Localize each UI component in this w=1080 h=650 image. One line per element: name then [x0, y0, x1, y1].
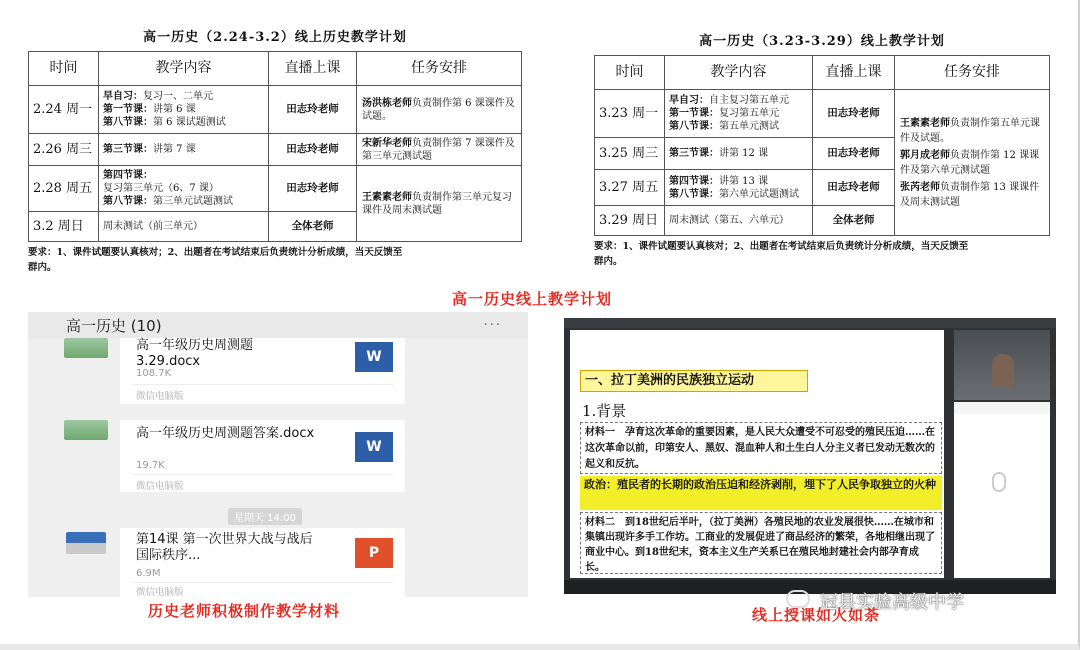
- chat-header: [28, 312, 528, 338]
- file-source: 微信电脑版: [136, 481, 184, 492]
- chat-title: 高一历史 (10): [66, 316, 162, 335]
- lesson-slide: [570, 330, 944, 578]
- table-row: [29, 86, 522, 134]
- row-date: 3.25 周三: [595, 138, 665, 170]
- row-date: 3.23 周一: [595, 90, 665, 138]
- row-task: 王素素老师负责制作第五单元课件及试题。 郭月成老师负责制作第 12 课课件及第六单元测试题 张芮老师负责制作第 13 课课件及周末测试题: [895, 90, 1050, 236]
- table-header-row: [595, 56, 1050, 90]
- row-content: 周末测试（前三单元）: [99, 212, 269, 242]
- row-teacher: 田志玲老师: [269, 86, 357, 134]
- row-date: 2.26 周三: [29, 134, 99, 166]
- right-requirement: 要求：1、课件试题要认真核对；2、出题者在考试结束后负责统计分析成绩，当天反馈至 群内。: [594, 241, 969, 267]
- header-content: 教学内容: [99, 52, 269, 86]
- table-row: [595, 90, 1050, 138]
- watermark: 冠县实验高级中学: [820, 592, 964, 613]
- slide-heading: 一、拉丁美洲的民族独立运动: [580, 370, 808, 392]
- left-requirement: 要求：1、课件试题要认真核对；2、出题者在考试结束后负责统计分析成绩，当天反馈至 群内。: [28, 247, 403, 273]
- row-content: 第四节课：讲第 13 课 第八节课：第六单元试题测试: [665, 170, 813, 206]
- avatar: [64, 420, 108, 440]
- live-bottom-toolbar: [564, 580, 1056, 594]
- microphone-icon: [992, 472, 1006, 492]
- header-time: 时间: [595, 56, 665, 90]
- file-message[interactable]: [120, 528, 405, 597]
- right-plan-title: 高一历史（3.23-3.29）线上教学计划: [699, 34, 945, 49]
- avatar: [66, 532, 106, 554]
- header-live: 直播上课: [269, 52, 357, 86]
- table-row: [29, 166, 522, 212]
- left-caption: 历史老师积极制作教学材料: [148, 602, 341, 620]
- avatar: [64, 338, 108, 358]
- live-class-window: [564, 318, 1056, 594]
- row-date: 3.29 周日: [595, 206, 665, 236]
- row-content: 早自习：复习一、二单元 第一节课：讲第 6 课 第八节课：第 6 课试题测试: [99, 86, 269, 134]
- live-toolbar: [564, 318, 1056, 328]
- table-row: [29, 134, 522, 166]
- slide-material-1: 材料一 孕育这次革命的重要因素，是人民大众遭受不可忍受的殖民压迫……在这次革命以前，印第安人、黑奴、混血种人和土生白人分主义者已发动无数次的起义和反抗。: [580, 422, 942, 474]
- wechat-group-panel: [28, 312, 528, 597]
- right-caption: 线上授课如火如荼: [752, 606, 881, 624]
- row-task: 汤洪栋老师负责制作第 6 课课件及试题。: [357, 86, 522, 134]
- chat-timestamp: 星期天 14:00: [228, 508, 302, 525]
- row-date: 2.28 周五: [29, 166, 99, 212]
- right-plan-table: [594, 55, 1050, 236]
- file-source: 微信电脑版: [136, 391, 184, 402]
- left-plan: [28, 26, 522, 275]
- row-task: 宋新华老师负责制作第 7 课课件及第三单元测试题: [357, 134, 522, 166]
- header-time: 时间: [29, 52, 99, 86]
- wechat-icon: [786, 590, 810, 608]
- left-plan-table: [28, 51, 522, 242]
- table-header-row: [29, 52, 522, 86]
- file-size: 108.7K: [136, 368, 172, 379]
- center-caption: 高一历史线上教学计划: [452, 290, 613, 308]
- row-teacher: 全体老师: [269, 212, 357, 242]
- slide-highlight: 政治：殖民者的长期的政治压迫和经济剥削，埋下了人民争取独立的火种: [580, 476, 942, 510]
- row-content: 周末测试（第五、六单元）: [665, 206, 813, 236]
- file-size: 6.9M: [136, 568, 161, 579]
- row-content: 第三节课：讲第 7 课: [99, 134, 269, 166]
- slide-material-2: 材料二 到18世纪后半叶，（拉丁美洲）各殖民地的农业发展很快……在城市和集镇出现许多手工作坊。工商业的发展促进了商品经济的繁荣，各地相继出现了商业中心。到18世纪末，资本主义生产关系已在殖民地封建社会内部孕育成长。: [580, 512, 942, 574]
- file-name: 高一年级历史周测题3.29.docx: [136, 338, 254, 369]
- row-teacher: 田志玲老师: [269, 134, 357, 166]
- ppt-file-icon: P: [355, 538, 393, 568]
- word-file-icon: W: [355, 342, 393, 372]
- file-name: 高一年级历史周测题答案.docx: [136, 426, 315, 441]
- row-teacher: 全体老师: [813, 206, 895, 236]
- row-teacher: 田志玲老师: [269, 166, 357, 212]
- teacher-video: [954, 330, 1050, 400]
- row-task: 王素素老师负责制作第三单元复习课件及周末测试题: [357, 166, 522, 242]
- more-icon[interactable]: ···: [483, 317, 502, 333]
- file-name: 第14课 第一次世界大战与战后国际秩序...: [136, 532, 313, 563]
- header-task: 任务安排: [895, 56, 1050, 90]
- row-date: 2.24 周一: [29, 86, 99, 134]
- right-plan: [594, 30, 1050, 269]
- word-file-icon: W: [355, 432, 393, 462]
- row-teacher: 田志玲老师: [813, 138, 895, 170]
- header-task: 任务安排: [357, 52, 522, 86]
- row-content: 第四节课：复习第三单元（6、7 课） 第八节课：第三单元试题测试: [99, 166, 269, 212]
- header-live: 直播上课: [813, 56, 895, 90]
- row-date: 3.27 周五: [595, 170, 665, 206]
- row-content: 第三节课：讲第 12 课: [665, 138, 813, 170]
- slide-subheading: 1.背景: [582, 402, 627, 420]
- side-tabs: [954, 402, 1050, 414]
- row-date: 3.2 周日: [29, 212, 99, 242]
- file-source: 微信电脑版: [136, 587, 184, 597]
- left-plan-title: 高一历史（2.24-3.2）线上历史教学计划: [143, 30, 407, 45]
- file-message[interactable]: [120, 338, 405, 404]
- chat-side-panel: [954, 402, 1050, 578]
- row-teacher: 田志玲老师: [813, 90, 895, 138]
- row-teacher: 田志玲老师: [813, 170, 895, 206]
- row-content: 早自习：自主复习第五单元 第一节课：复习第五单元 第八节课：第五单元测试: [665, 90, 813, 138]
- file-size: 19.7K: [136, 460, 165, 471]
- file-message[interactable]: [120, 420, 405, 492]
- header-content: 教学内容: [665, 56, 813, 90]
